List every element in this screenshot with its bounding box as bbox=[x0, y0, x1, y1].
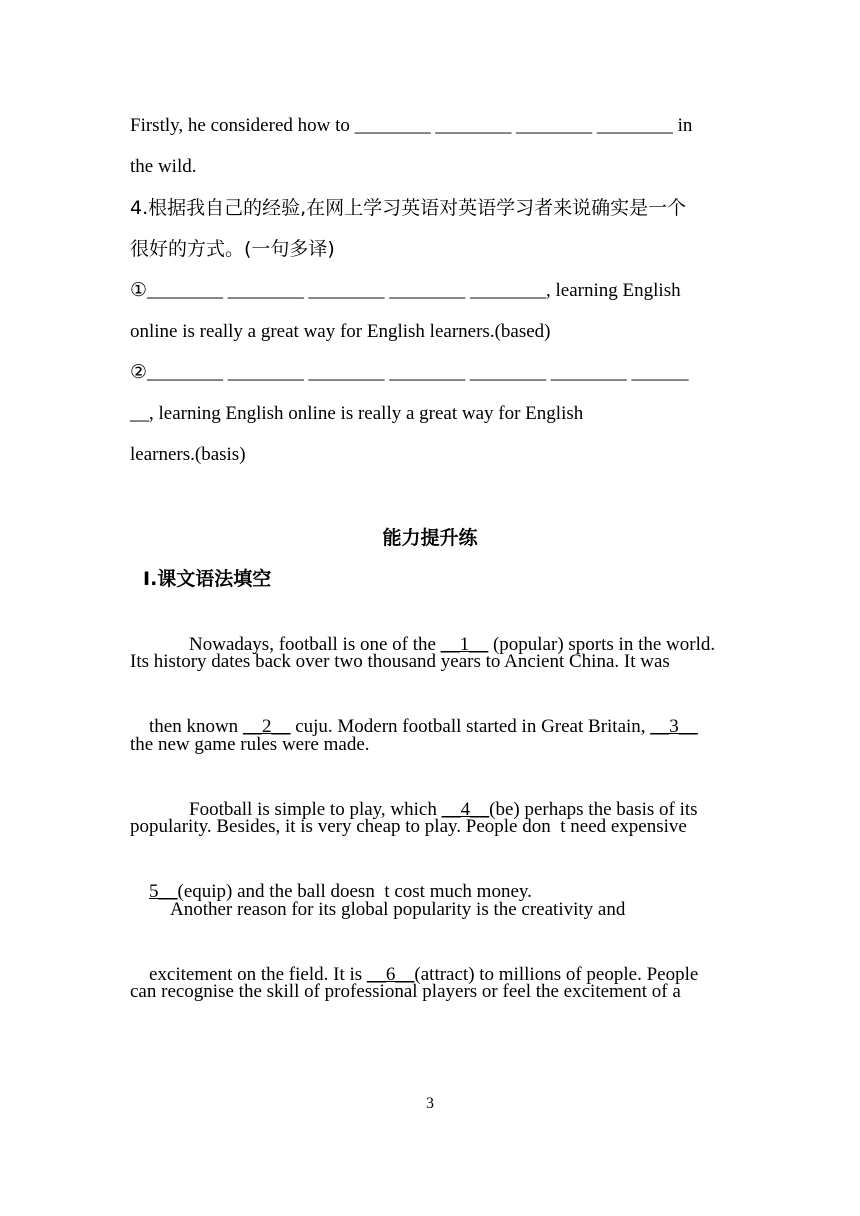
blank-2: __2__ bbox=[242, 716, 291, 737]
passage-line: Its history dates back over two thousand years to Ancient China. It was bbox=[130, 651, 670, 672]
blank-1: __1__ bbox=[440, 634, 489, 655]
blank-5: 5__ bbox=[149, 881, 178, 902]
answer-line-2: ②________ ________ ________ ________ ________ ________ ______ bbox=[130, 362, 689, 383]
passage-line: can recognise the skill of professional players or feel the excitement of a bbox=[130, 981, 681, 1002]
page-number: 3 bbox=[426, 1095, 434, 1112]
text-line: Firstly, he considered how to ________ ________ ________ ________ in bbox=[130, 115, 693, 136]
passage-text: (popular) sports in the world. bbox=[488, 634, 716, 655]
text-line: __, learning English online is really a great way for English bbox=[130, 403, 584, 424]
blank-6: __6__ bbox=[366, 964, 415, 985]
passage-text: (attract) to millions of people. People bbox=[414, 964, 699, 985]
subsection-title: Ⅰ.课文语法填空 bbox=[143, 568, 272, 590]
text-line: online is really a great way for English learners.(based) bbox=[130, 321, 551, 342]
passage-text: (equip) and the ball doesn t cost much money. bbox=[177, 881, 532, 902]
text-line: the wild. bbox=[130, 156, 197, 177]
text-line: learners.(basis) bbox=[130, 444, 246, 465]
section-heading: 能力提升练 bbox=[382, 527, 478, 549]
blank-3: __3__ bbox=[650, 716, 698, 737]
translation-question: 4.根据我自己的经验,在网上学习英语对英语学习者来说确实是一个 bbox=[130, 197, 687, 219]
passage-text: then known bbox=[149, 716, 243, 737]
blank-4: __4__ bbox=[441, 799, 490, 820]
passage-text: cuju. Modern football started in Great Britain, bbox=[290, 716, 651, 737]
passage-line: Another reason for its global popularity is the creativity and bbox=[170, 899, 626, 920]
passage-text: excitement on the field. It is bbox=[149, 964, 367, 985]
passage-line: popularity. Besides, it is very cheap to play. People don t need expensive bbox=[130, 816, 687, 837]
passage-text: (be) perhaps the basis of its bbox=[489, 799, 698, 820]
passage-text: Nowadays, football is one of the bbox=[189, 634, 441, 655]
translation-question: 很好的方式。(一句多译) bbox=[130, 238, 335, 260]
passage-line: the new game rules were made. bbox=[130, 734, 370, 755]
passage-text: Football is simple to play, which bbox=[189, 799, 442, 820]
answer-line-1: ①________ ________ ________ ________ ________, learning English bbox=[130, 280, 681, 301]
